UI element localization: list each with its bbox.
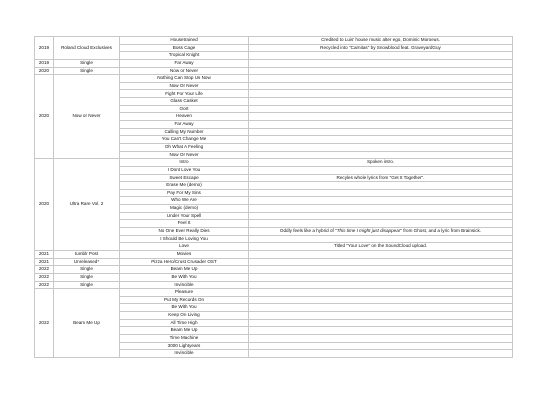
release-cell[interactable]: Now or Never xyxy=(54,75,120,159)
note-cell[interactable] xyxy=(249,342,513,350)
song-cell[interactable]: Pleasure xyxy=(120,289,249,297)
note-quote: This time I might just disappear xyxy=(336,228,401,234)
note-cell[interactable] xyxy=(249,136,513,144)
note-cell[interactable] xyxy=(249,266,513,274)
note-cell[interactable] xyxy=(249,121,513,129)
note-text: Oddly feels like a hybrid of " xyxy=(279,228,337,234)
song-cell[interactable]: Housetrained xyxy=(120,37,249,45)
note-cell[interactable]: Titled "Your Love" on the SoundCloud upload. xyxy=(249,243,513,251)
table-row xyxy=(35,67,513,75)
song-cell[interactable]: Now Or Never xyxy=(120,82,249,90)
table-row xyxy=(35,273,513,281)
release-cell[interactable]: Single xyxy=(54,273,120,281)
song-cell[interactable]: Pizza Hero/Crust Crusader OST xyxy=(120,258,249,266)
year-cell[interactable]: 2020 xyxy=(35,159,54,251)
release-cell[interactable]: tumblr Post xyxy=(54,250,120,258)
note-cell[interactable] xyxy=(249,250,513,258)
note-cell[interactable]: Spoken intro. xyxy=(249,159,513,167)
note-cell[interactable] xyxy=(249,273,513,281)
note-cell[interactable]: Recycled into "Carnitas" by Snowblood feat. GraveyardGuy xyxy=(249,44,513,52)
note-cell[interactable] xyxy=(249,182,513,190)
table-row xyxy=(35,281,513,289)
release-cell[interactable]: Beam Me Up xyxy=(54,289,120,358)
note-cell[interactable] xyxy=(249,319,513,327)
note-cell[interactable] xyxy=(249,143,513,151)
table-body xyxy=(35,37,513,358)
note-cell[interactable] xyxy=(249,197,513,205)
table-row xyxy=(35,37,513,45)
song-cell[interactable]: Under Your Spell xyxy=(120,212,249,220)
note-cell[interactable] xyxy=(249,52,513,60)
table-row xyxy=(35,250,513,258)
song-cell[interactable]: All Time High xyxy=(120,319,249,327)
note-cell[interactable] xyxy=(249,189,513,197)
song-cell[interactable]: Magic (demo) xyxy=(120,205,249,213)
song-cell[interactable]: Who We Are xyxy=(120,197,249,205)
note-text: " from Ghost, and a lyric from Brainsick. xyxy=(400,228,482,234)
note-cell[interactable] xyxy=(249,98,513,106)
note-cell[interactable] xyxy=(249,258,513,266)
song-cell[interactable]: No One Ever Really Dies xyxy=(120,228,249,236)
note-cell[interactable] xyxy=(249,105,513,113)
table-row xyxy=(35,258,513,266)
song-cell[interactable]: Glass Casket xyxy=(120,98,249,106)
year-cell[interactable]: 2019 xyxy=(35,59,54,67)
release-cell[interactable]: Ultra Rare Vol. 2 xyxy=(54,159,120,251)
song-cell[interactable]: Be With You xyxy=(120,304,249,312)
song-cell[interactable]: Sweet Escape xyxy=(120,174,249,182)
song-cell[interactable]: I Dont Love You xyxy=(120,166,249,174)
year-cell[interactable]: 2022 xyxy=(35,281,54,289)
song-cell[interactable]: Be With You xyxy=(120,273,249,281)
note-cell[interactable]: Credited to Luis' house music alter ego, Dominic Moroeus. xyxy=(249,37,513,45)
note-cell[interactable] xyxy=(249,350,513,358)
release-cell[interactable]: Unreleased* xyxy=(54,258,120,266)
song-cell[interactable]: Feel It xyxy=(120,220,249,228)
year-cell[interactable]: 2020 xyxy=(35,67,54,75)
song-cell[interactable]: Beam Me Up xyxy=(120,266,249,274)
release-cell[interactable]: Single xyxy=(54,266,120,274)
song-cell[interactable]: You Can't Change Me xyxy=(120,136,249,144)
note-cell[interactable] xyxy=(249,289,513,297)
song-cell[interactable]: Pay For My Sins xyxy=(120,189,249,197)
note-cell[interactable] xyxy=(249,166,513,174)
year-cell[interactable]: 2021 xyxy=(35,258,54,266)
note-cell[interactable] xyxy=(249,304,513,312)
song-cell[interactable]: Now or Never xyxy=(120,67,249,75)
note-cell[interactable] xyxy=(249,281,513,289)
year-cell[interactable]: 2020 xyxy=(35,75,54,159)
table-row xyxy=(35,75,513,83)
release-cell[interactable]: Single xyxy=(54,59,120,67)
song-cell[interactable]: Oh What A Feeling xyxy=(120,143,249,151)
release-cell[interactable]: Single xyxy=(54,67,120,75)
song-cell[interactable]: Movies xyxy=(120,250,249,258)
song-cell[interactable]: Nothing Can Stop Us Now xyxy=(120,75,249,83)
note-cell[interactable] xyxy=(249,59,513,67)
note-cell[interactable] xyxy=(249,82,513,90)
song-cell[interactable]: Calling My Number xyxy=(120,128,249,136)
song-cell[interactable]: Beam Me Up xyxy=(120,327,249,335)
song-cell[interactable]: Tropical Knight xyxy=(120,52,249,60)
year-cell[interactable]: 2022 xyxy=(35,273,54,281)
note-cell[interactable] xyxy=(249,113,513,121)
song-cell[interactable]: Keep On Living xyxy=(120,312,249,320)
song-cell[interactable]: Heaven xyxy=(120,113,249,121)
discography-table xyxy=(34,36,513,358)
song-cell[interactable]: I Should Be Loving You xyxy=(120,235,249,243)
song-cell[interactable]: 3000 Lightyears xyxy=(120,342,249,350)
note-cell[interactable] xyxy=(249,67,513,75)
note-cell[interactable] xyxy=(249,296,513,304)
song-cell[interactable]: Fight For Your Life xyxy=(120,90,249,98)
note-cell[interactable]: Recyles whole lyrics from "Get It Together". xyxy=(249,174,513,182)
table-row xyxy=(35,59,513,67)
note-cell[interactable] xyxy=(249,90,513,98)
table-row xyxy=(35,289,513,297)
release-cell[interactable]: Single xyxy=(54,281,120,289)
song-cell[interactable]: Oort xyxy=(120,105,249,113)
song-cell[interactable]: Boss Cage xyxy=(120,44,249,52)
song-cell[interactable]: Invincible xyxy=(120,281,249,289)
note-cell[interactable] xyxy=(249,220,513,228)
song-cell[interactable]: Love xyxy=(120,243,249,251)
song-cell[interactable]: Put My Records On xyxy=(120,296,249,304)
note-cell[interactable] xyxy=(249,75,513,83)
note-cell[interactable] xyxy=(249,205,513,213)
song-cell[interactable]: Erase Me (demo) xyxy=(120,182,249,190)
note-cell[interactable] xyxy=(249,151,513,159)
table-row xyxy=(35,159,513,167)
year-cell[interactable]: 2022 xyxy=(35,289,54,358)
song-cell[interactable]: Intro xyxy=(120,159,249,167)
note-cell[interactable] xyxy=(249,327,513,335)
year-cell[interactable]: 2022 xyxy=(35,266,54,274)
song-cell[interactable]: Far Away xyxy=(120,121,249,129)
year-cell[interactable]: 2021 xyxy=(35,250,54,258)
song-cell[interactable]: Time Machine xyxy=(120,334,249,342)
note-cell[interactable] xyxy=(249,235,513,243)
note-cell[interactable] xyxy=(249,128,513,136)
song-cell[interactable]: Invincible xyxy=(120,350,249,358)
table-row xyxy=(35,266,513,274)
year-cell[interactable]: 2019 xyxy=(35,37,54,60)
release-cell[interactable]: Roland Cloud Exclusives xyxy=(54,37,120,60)
note-cell[interactable] xyxy=(249,212,513,220)
song-cell[interactable]: Now Or Never xyxy=(120,151,249,159)
note-cell[interactable] xyxy=(249,228,513,236)
note-cell[interactable] xyxy=(249,312,513,320)
song-cell[interactable]: Far Away xyxy=(120,59,249,67)
note-cell[interactable] xyxy=(249,334,513,342)
